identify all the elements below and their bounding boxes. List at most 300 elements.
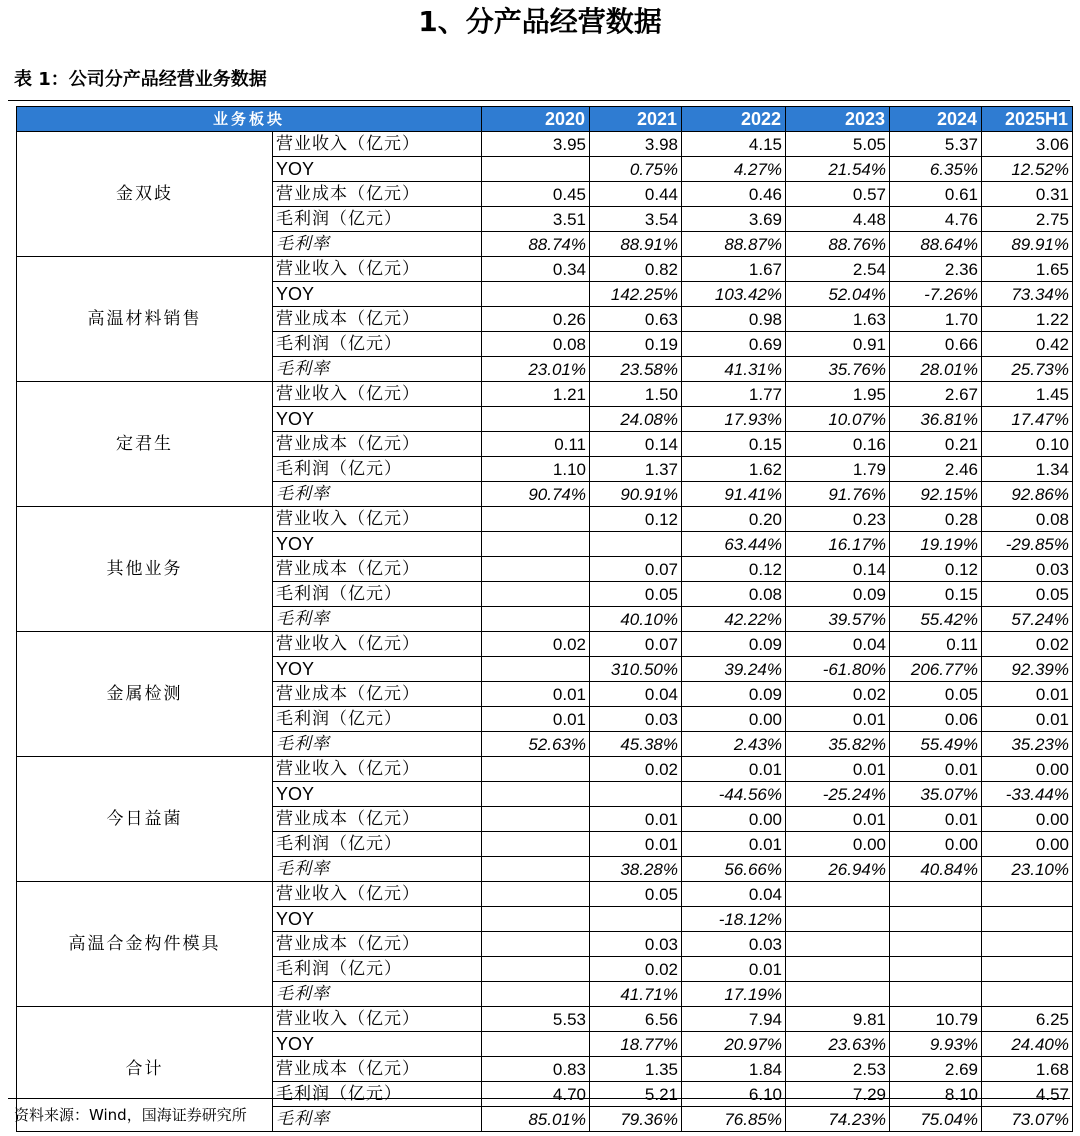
segment-name: 金属检测 [17,632,273,757]
value-cell: 40.10% [590,607,682,632]
caption-divider [8,100,1070,101]
year-header: 2020 [482,107,590,132]
value-cell: -33.44% [982,782,1073,807]
value-cell: 1.77 [682,382,786,407]
value-cell: 57.24% [982,607,1073,632]
value-cell: 0.03 [590,707,682,732]
value-cell: 10.79 [890,1007,982,1032]
value-cell [890,982,982,1007]
value-cell: 0.02 [982,632,1073,657]
value-cell: 35.23% [982,732,1073,757]
value-cell: 17.47% [982,407,1073,432]
value-cell: 0.31 [982,182,1073,207]
value-cell: 6.35% [890,157,982,182]
value-cell: 0.20 [682,507,786,532]
value-cell [982,957,1073,982]
value-cell: 0.00 [786,832,890,857]
value-cell: 91.76% [786,482,890,507]
table-body [17,132,1073,1132]
value-cell: 0.04 [682,882,786,907]
value-cell: 2.67 [890,382,982,407]
value-cell: 3.95 [482,132,590,157]
value-cell: 6.25 [982,1007,1073,1032]
value-cell: 0.66 [890,332,982,357]
metric-label-gross-margin: 毛利率 [273,357,482,382]
metric-label-yoy: YOY [273,657,482,682]
value-cell: 35.07% [890,782,982,807]
metric-label-cost: 营业成本（亿元） [273,182,482,207]
value-cell [482,907,590,932]
value-cell: 63.44% [682,532,786,557]
value-cell: 23.58% [590,357,682,382]
segment-name: 定君生 [17,382,273,507]
value-cell: 0.63 [590,307,682,332]
year-header: 2021 [590,107,682,132]
value-cell: 310.50% [590,657,682,682]
value-cell: 2.54 [786,257,890,282]
value-cell: 24.08% [590,407,682,432]
value-cell [482,982,590,1007]
header-row [17,107,1073,132]
value-cell: 0.11 [890,632,982,657]
value-cell: 41.71% [590,982,682,1007]
value-cell: 4.76 [890,207,982,232]
value-cell [482,757,590,782]
value-cell: 0.45 [482,182,590,207]
metric-label-gross-margin: 毛利率 [273,857,482,882]
value-cell: 4.15 [682,132,786,157]
value-cell: 3.69 [682,207,786,232]
value-cell: 0.00 [682,707,786,732]
table-header [17,107,1073,132]
value-cell [482,782,590,807]
value-cell [786,982,890,1007]
metric-label-gross-profit: 毛利润（亿元） [273,707,482,732]
value-cell [890,932,982,957]
value-cell: 0.44 [590,182,682,207]
metric-label-cost: 营业成本（亿元） [273,432,482,457]
value-cell: 0.01 [590,807,682,832]
value-cell [482,957,590,982]
value-cell: 55.42% [890,607,982,632]
value-cell: 0.12 [890,557,982,582]
value-cell: 1.84 [682,1057,786,1082]
segment-name: 其他业务 [17,507,273,632]
value-cell: 206.77% [890,657,982,682]
value-cell [982,932,1073,957]
value-cell: 0.04 [786,632,890,657]
value-cell: 74.23% [786,1107,890,1132]
value-cell: 0.01 [786,807,890,832]
metric-label-gross-margin: 毛利率 [273,732,482,757]
value-cell: 21.54% [786,157,890,182]
value-cell: 42.22% [682,607,786,632]
value-cell [482,282,590,307]
value-cell: 0.01 [590,832,682,857]
value-cell: 0.98 [682,307,786,332]
value-cell: 1.62 [682,457,786,482]
value-cell: 36.81% [890,407,982,432]
value-cell: 142.25% [590,282,682,307]
value-cell [890,882,982,907]
value-cell: 0.42 [982,332,1073,357]
value-cell [482,832,590,857]
metric-label-revenue: 营业收入（亿元） [273,632,482,657]
value-cell: 7.29 [786,1082,890,1107]
value-cell: 16.17% [786,532,890,557]
value-cell [786,957,890,982]
value-cell: 92.39% [982,657,1073,682]
value-cell: 0.01 [682,757,786,782]
value-cell: 5.53 [482,1007,590,1032]
value-cell: 0.82 [590,257,682,282]
value-cell: 1.70 [890,307,982,332]
value-cell [786,907,890,932]
value-cell [482,1032,590,1057]
value-cell: 19.19% [890,532,982,557]
value-cell: 12.52% [982,157,1073,182]
value-cell: -61.80% [786,657,890,682]
value-cell: 0.21 [890,432,982,457]
value-cell: 0.09 [682,682,786,707]
value-cell: 89.91% [982,232,1073,257]
value-cell: -7.26% [890,282,982,307]
metric-label-gross-profit: 毛利润（亿元） [273,457,482,482]
value-cell: 52.04% [786,282,890,307]
metric-label-revenue: 营业收入（亿元） [273,382,482,407]
value-cell [786,882,890,907]
value-cell: 0.01 [482,682,590,707]
metric-label-gross-margin: 毛利率 [273,232,482,257]
value-cell: 0.61 [890,182,982,207]
value-cell: 3.51 [482,207,590,232]
value-cell: 1.50 [590,382,682,407]
value-cell [482,582,590,607]
value-cell: 0.09 [682,632,786,657]
value-cell: 2.69 [890,1057,982,1082]
value-cell: 0.04 [590,682,682,707]
value-cell: 45.38% [590,732,682,757]
value-cell: 88.87% [682,232,786,257]
value-cell [482,607,590,632]
value-cell [590,907,682,932]
segment-name: 今日益菌 [17,757,273,882]
value-cell: 23.63% [786,1032,890,1057]
metric-label-gross-profit: 毛利润（亿元） [273,332,482,357]
segment-name: 合计 [17,1007,273,1132]
segment-name: 金双歧 [17,132,273,257]
value-cell: 0.14 [786,557,890,582]
value-cell: 25.73% [982,357,1073,382]
value-cell: 20.97% [682,1032,786,1057]
value-cell: 88.74% [482,232,590,257]
value-cell: 5.05 [786,132,890,157]
metric-label-yoy: YOY [273,157,482,182]
table-row [17,1007,1073,1032]
metric-label-cost: 营业成本（亿元） [273,682,482,707]
value-cell: 0.01 [786,707,890,732]
value-cell: 41.31% [682,357,786,382]
value-cell: 3.06 [982,132,1073,157]
value-cell: 52.63% [482,732,590,757]
value-cell: 3.54 [590,207,682,232]
value-cell: 0.75% [590,157,682,182]
value-cell [482,932,590,957]
value-cell: 85.01% [482,1107,590,1132]
value-cell: 23.10% [982,857,1073,882]
value-cell: 0.01 [682,957,786,982]
value-cell: 0.00 [982,832,1073,857]
table-row [17,382,1073,407]
value-cell: 0.07 [590,632,682,657]
value-cell: 35.82% [786,732,890,757]
value-cell: 18.77% [590,1032,682,1057]
value-cell: 1.21 [482,382,590,407]
source-note: 资料来源：Wind，国海证券研究所 [14,1106,247,1124]
metric-label-cost: 营业成本（亿元） [273,807,482,832]
metric-label-revenue: 营业收入（亿元） [273,882,482,907]
value-cell: 0.00 [982,757,1073,782]
metric-label-cost: 营业成本（亿元） [273,557,482,582]
value-cell: 90.91% [590,482,682,507]
value-cell: 75.04% [890,1107,982,1132]
value-cell: 0.15 [682,432,786,457]
metric-label-gross-margin: 毛利率 [273,982,482,1007]
value-cell: 4.27% [682,157,786,182]
value-cell: -18.12% [682,907,786,932]
value-cell [482,657,590,682]
value-cell: 1.95 [786,382,890,407]
value-cell: 1.37 [590,457,682,482]
value-cell [786,932,890,957]
value-cell: 0.09 [786,582,890,607]
value-cell: 0.01 [890,807,982,832]
value-cell: 4.70 [482,1082,590,1107]
value-cell: 0.12 [682,557,786,582]
value-cell [982,907,1073,932]
value-cell: 8.10 [890,1082,982,1107]
value-cell: 9.93% [890,1032,982,1057]
metric-label-gross-profit: 毛利润（亿元） [273,207,482,232]
value-cell: 1.63 [786,307,890,332]
value-cell: 0.03 [682,932,786,957]
value-cell: 1.79 [786,457,890,482]
value-cell: 0.23 [786,507,890,532]
value-cell: 0.10 [982,432,1073,457]
value-cell: 0.14 [590,432,682,457]
metric-label-gross-margin: 毛利率 [273,482,482,507]
page-heading: 1、分产品经营数据 [418,5,662,38]
value-cell: 23.01% [482,357,590,382]
value-cell: 0.01 [482,707,590,732]
value-cell: 26.94% [786,857,890,882]
value-cell: 35.76% [786,357,890,382]
metric-label-cost: 营业成本（亿元） [273,932,482,957]
metric-label-revenue: 营业收入（亿元） [273,507,482,532]
value-cell: 0.02 [786,682,890,707]
value-cell: 39.24% [682,657,786,682]
value-cell: 1.35 [590,1057,682,1082]
source-divider [8,1098,1070,1099]
metric-label-yoy: YOY [273,532,482,557]
value-cell: 2.75 [982,207,1073,232]
value-cell: 0.01 [786,757,890,782]
value-cell: 0.26 [482,307,590,332]
value-cell [482,857,590,882]
value-cell: 73.34% [982,282,1073,307]
value-cell: -29.85% [982,532,1073,557]
value-cell: 4.48 [786,207,890,232]
metric-label-revenue: 营业收入（亿元） [273,1007,482,1032]
segment-name: 高温合金构件模具 [17,882,273,1007]
value-cell: 0.07 [590,557,682,582]
value-cell [890,907,982,932]
value-cell: 0.12 [590,507,682,532]
metric-label-yoy: YOY [273,907,482,932]
value-cell: 0.19 [590,332,682,357]
metric-label-yoy: YOY [273,282,482,307]
value-cell: 0.05 [890,682,982,707]
metric-label-gross-profit: 毛利润（亿元） [273,582,482,607]
value-cell: 0.00 [890,832,982,857]
value-cell [482,807,590,832]
value-cell: 0.06 [890,707,982,732]
value-cell: 0.05 [982,582,1073,607]
value-cell: 6.10 [682,1082,786,1107]
value-cell [482,407,590,432]
value-cell: 0.03 [982,557,1073,582]
value-cell: 91.41% [682,482,786,507]
value-cell: 0.02 [482,632,590,657]
value-cell: 40.84% [890,857,982,882]
value-cell: 2.36 [890,257,982,282]
value-cell: 92.15% [890,482,982,507]
value-cell: 55.49% [890,732,982,757]
value-cell: 0.57 [786,182,890,207]
value-cell [982,982,1073,1007]
value-cell: 2.43% [682,732,786,757]
value-cell: 5.37 [890,132,982,157]
value-cell: 1.67 [682,257,786,282]
value-cell [982,882,1073,907]
value-cell: 24.40% [982,1032,1073,1057]
value-cell: 0.08 [682,582,786,607]
value-cell: 5.21 [590,1082,682,1107]
year-header: 2024 [890,107,982,132]
metric-label-gross-margin: 毛利率 [273,607,482,632]
value-cell: 0.01 [982,707,1073,732]
value-cell: 79.36% [590,1107,682,1132]
value-cell: 0.00 [982,807,1073,832]
value-cell: 0.46 [682,182,786,207]
value-cell [482,157,590,182]
value-cell: 73.07% [982,1107,1073,1132]
metric-label-gross-profit: 毛利润（亿元） [273,1082,482,1107]
value-cell: 0.15 [890,582,982,607]
table-row [17,132,1073,157]
value-cell: 0.01 [682,832,786,857]
value-cell: 56.66% [682,857,786,882]
value-cell: 2.46 [890,457,982,482]
value-cell [482,557,590,582]
value-cell: 0.02 [590,757,682,782]
value-cell: 90.74% [482,482,590,507]
metric-label-revenue: 营业收入（亿元） [273,757,482,782]
year-header: 2022 [682,107,786,132]
segment-header: 业务板块 [17,107,482,132]
value-cell: 10.07% [786,407,890,432]
value-cell [590,532,682,557]
value-cell [482,507,590,532]
table-row [17,757,1073,782]
value-cell: 0.08 [482,332,590,357]
value-cell [890,957,982,982]
value-cell: 88.64% [890,232,982,257]
value-cell: 76.85% [682,1107,786,1132]
segment-name: 高温材料销售 [17,257,273,382]
value-cell: 39.57% [786,607,890,632]
metric-label-yoy: YOY [273,407,482,432]
metric-label-yoy: YOY [273,782,482,807]
value-cell: -25.24% [786,782,890,807]
value-cell: 1.68 [982,1057,1073,1082]
segment-data-table [16,106,1073,1132]
value-cell: 9.81 [786,1007,890,1032]
table-row [17,632,1073,657]
value-cell: 1.65 [982,257,1073,282]
table-row [17,257,1073,282]
value-cell: 2.53 [786,1057,890,1082]
value-cell: 17.93% [682,407,786,432]
value-cell: 0.00 [682,807,786,832]
value-cell: 1.22 [982,307,1073,332]
value-cell: 17.19% [682,982,786,1007]
value-cell: 1.10 [482,457,590,482]
value-cell: 1.45 [982,382,1073,407]
value-cell: 0.03 [590,932,682,957]
metric-label-yoy: YOY [273,1032,482,1057]
value-cell [590,782,682,807]
value-cell [482,882,590,907]
year-header: 2023 [786,107,890,132]
value-cell: 4.57 [982,1082,1073,1107]
value-cell: 0.91 [786,332,890,357]
value-cell: 38.28% [590,857,682,882]
value-cell: 92.86% [982,482,1073,507]
metric-label-cost: 营业成本（亿元） [273,307,482,332]
value-cell: 28.01% [890,357,982,382]
metric-label-revenue: 营业收入（亿元） [273,257,482,282]
value-cell: 6.56 [590,1007,682,1032]
value-cell: 0.69 [682,332,786,357]
value-cell [482,532,590,557]
table-row [17,882,1073,907]
value-cell: 88.91% [590,232,682,257]
value-cell: 0.08 [982,507,1073,532]
value-cell: 0.01 [890,757,982,782]
value-cell: 0.01 [982,682,1073,707]
value-cell: 0.11 [482,432,590,457]
value-cell: 0.05 [590,582,682,607]
value-cell: 0.83 [482,1057,590,1082]
metric-label-cost: 营业成本（亿元） [273,1057,482,1082]
year-header: 2025H1 [982,107,1073,132]
value-cell: -44.56% [682,782,786,807]
value-cell: 0.34 [482,257,590,282]
value-cell: 7.94 [682,1007,786,1032]
value-cell: 103.42% [682,282,786,307]
value-cell: 0.28 [890,507,982,532]
